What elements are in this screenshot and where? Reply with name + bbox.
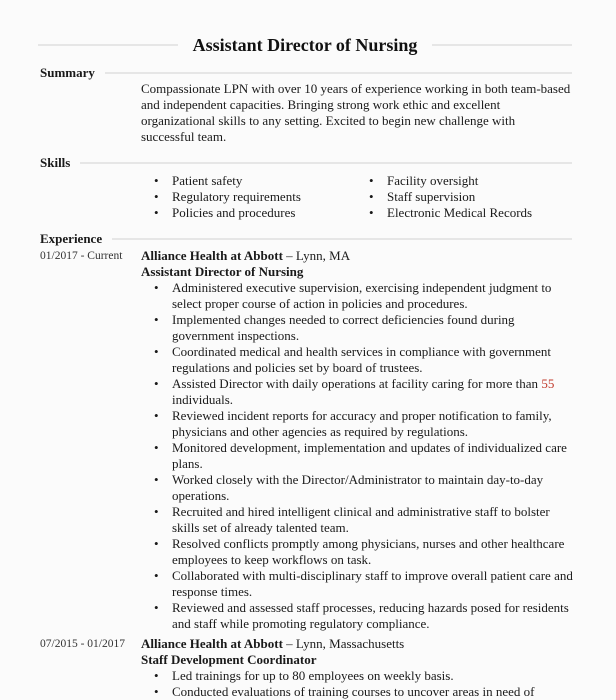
job-bullet: • Conducted evaluations of training courses to uncover areas in need of <box>141 684 575 700</box>
section-header-summary <box>40 65 572 81</box>
job-bullet: • Reviewed and assessed staff processes, reducing hazards posed for residents and staff while promoting regulatory compliance. <box>141 600 575 632</box>
job-bullet: • Coordinated medical and health services in compliance with government regulations and policies set by board of trustees. <box>141 344 575 376</box>
section-header-skills <box>40 155 572 171</box>
job-bullets <box>141 280 575 632</box>
skill-item: • Regulatory requirements <box>141 189 356 205</box>
job-bullet: • Worked closely with the Director/Administrator to maintain day-to-day operations. <box>141 472 575 504</box>
job-bullet: • Recruited and hired intelligent clinical and administrative staff to bolster skills set of already talented team. <box>141 504 575 536</box>
job-company-line <box>141 636 575 652</box>
bullet-text: individuals. <box>172 392 234 407</box>
job-bullet: • Reviewed incident reports for accuracy and proper notification to family, physicians and other agencies as required by regulations. <box>141 408 575 440</box>
resume-header <box>38 34 572 56</box>
skill-item: • Facility oversight <box>356 173 571 189</box>
job-bullet: • Collaborated with multi-disciplinary staff to improve overall patient care and response times. <box>141 568 575 600</box>
job-company: Alliance Health at Abbott <box>141 636 283 651</box>
skill-item: • Patient safety <box>141 173 356 189</box>
job-company: Alliance Health at Abbott <box>141 248 283 263</box>
job-location: Lynn, MA <box>295 248 351 263</box>
skills-list <box>141 173 571 221</box>
skill-item: • Policies and procedures <box>141 205 356 221</box>
skill-item: • Electronic Medical Records <box>356 205 571 221</box>
bullet-text: Assisted Director with daily operations at facility caring for more than <box>172 376 539 391</box>
divider <box>112 238 572 240</box>
highlighted-number: 55 <box>541 376 555 391</box>
job-entry <box>40 636 575 700</box>
section-header-experience <box>40 231 572 247</box>
page-title: Assistant Director of Nursing <box>192 35 418 55</box>
job-bullet: • Led trainings for up to 80 employees on weekly basis. <box>141 668 575 684</box>
job-location: Lynn, Massachusetts <box>295 636 405 651</box>
summary-text: Compassionate LPN with over 10 years of experience working in both team-based and independent capacities. Bringing strong work ethic and excellent organizational skills to any setting. Excited to begin new challenge with successful team. <box>141 81 571 144</box>
job-entry <box>40 248 575 632</box>
divider <box>105 72 572 74</box>
separator: – <box>286 248 293 263</box>
section-heading: Summary <box>40 65 95 80</box>
divider <box>432 44 572 46</box>
job-company-line <box>141 248 575 264</box>
job-role: Staff Development Coordinator <box>141 652 317 667</box>
job-role: Assistant Director of Nursing <box>141 264 304 279</box>
job-bullet: • Implemented changes needed to correct deficiencies found during government inspections. <box>141 312 575 344</box>
divider <box>80 162 572 164</box>
skills-column <box>141 173 356 221</box>
section-heading: Skills <box>40 155 71 170</box>
job-bullet <box>141 376 575 408</box>
job-dates: 01/2017 - Current <box>40 250 123 262</box>
job-bullet: • Resolved conflicts promptly among physicians, nurses and other healthcare employees to keep workflows on task. <box>141 536 575 568</box>
job-bullets <box>141 668 575 700</box>
skills-column <box>356 173 571 221</box>
job-bullet: • Monitored development, implementation and updates of individualized care plans. <box>141 440 575 472</box>
section-heading: Experience <box>40 231 103 246</box>
skill-item: • Staff supervision <box>356 189 571 205</box>
job-dates: 07/2015 - 01/2017 <box>40 638 125 650</box>
job-bullet: • Administered executive supervision, exercising independent judgment to select proper course of action in policies and procedures. <box>141 280 575 312</box>
divider <box>38 44 178 46</box>
separator: – <box>286 636 293 651</box>
